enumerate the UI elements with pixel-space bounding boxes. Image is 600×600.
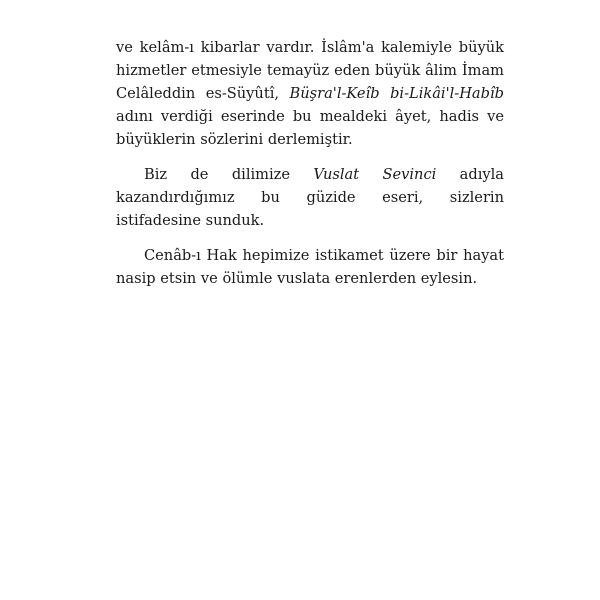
body-text	[116, 36, 504, 290]
paragraph-2	[116, 163, 504, 232]
book-title-busra: Büşra'l-Keîb bi-Likâi'l-Habîb	[289, 85, 504, 102]
paragraph-1-text-b: adını verdiği eserinde bu mealdeki âyet, hadis ve büyüklerin sözlerini derlemiştir.	[116, 108, 504, 148]
paragraph-1-text-a: ve kelâm-ı kibarlar vardır. İslâm'a kalemiyle büyük hizmetler etmesiyle temayüz eden büyük âlim İmam Celâleddin es-Süyûtî,	[116, 39, 504, 102]
paragraph-2-text-b: adıyla kazandırdığımız bu güzide eseri, sizlerin istifadesine sunduk.	[116, 166, 505, 229]
paragraph-3-text: Cenâb-ı Hak hepimize istikamet üzere bir hayat nasip etsin ve ölümle vuslata erenlerden eylesin.	[116, 247, 504, 287]
book-title-vuslat-sevinci: Vuslat Sevinci	[313, 166, 437, 183]
paragraph-3	[116, 244, 504, 290]
paragraph-2-text-a: Biz de dilimize	[144, 166, 314, 183]
paragraph-1	[116, 36, 504, 151]
